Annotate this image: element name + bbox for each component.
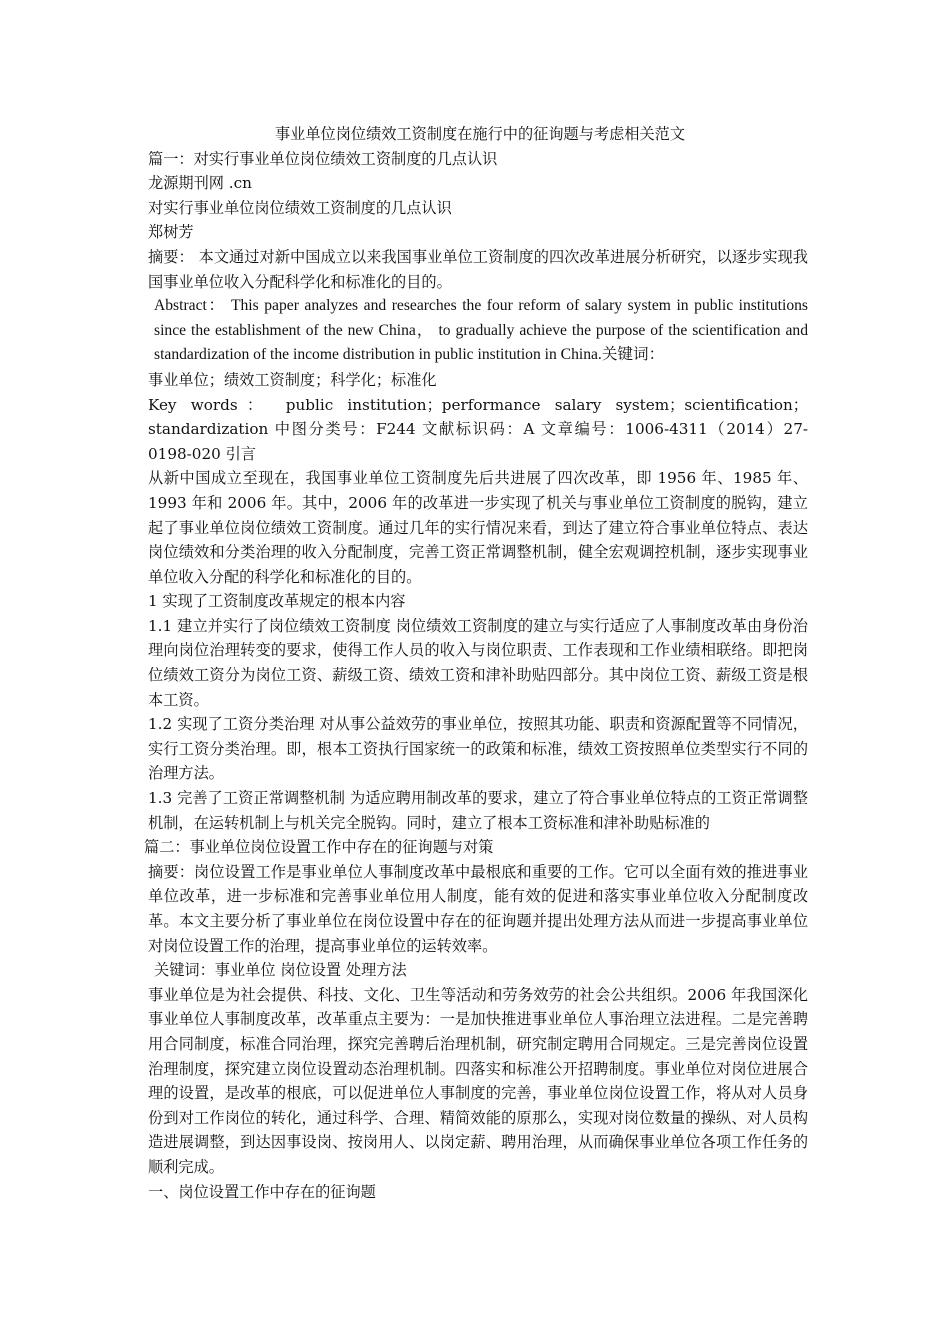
author-line: 郑树芳 <box>148 223 194 242</box>
document-title: 事业单位岗位绩效工资制度在施行中的征询题与考虑相关范文 <box>274 125 686 143</box>
paragraph-1-2: 1.2 实现了工资分类治理 对从事公益效劳的事业单位，按照其功能、职责和资源配置等不同情况，实行工资分类治理。即，根本工资执行国家统一的政策和标准，绩效工资按照单位类型实行不同的治理方法。 <box>148 715 808 783</box>
paragraph-1-3: 1.3 完善了工资正常调整机制 为适应聘用制改革的要求，建立了符合事业单位特点的工资正常调整机制，在运转机制上与机关完全脱钩。同时，建立了根本工资标准和津补助贴标准的 <box>148 789 808 832</box>
article-title: 对实行事业单位岗位绩效工资制度的几点认识 <box>148 198 452 217</box>
abstract-english: Abstract： This paper analyzes and researches the four reform of salary system in public institutions since the establishment of the new China， to gradually achieve the purpose of the scientification and standardization of the income distribution in public institution in China.关键词： <box>154 297 808 364</box>
section-heading-part-one: 篇一：对实行事业单位岗位绩效工资制度的几点认识 <box>148 149 498 168</box>
section-heading-part-two: 篇二：事业单位岗位设置工作中存在的征询题与对策 <box>144 838 494 857</box>
section-heading-problems: 一、岗位设置工作中存在的征询题 <box>148 1182 376 1201</box>
keywords-chinese: 事业单位；绩效工资制度；科学化；标准化 <box>148 370 437 389</box>
body-paragraph-part-two: 事业单位是为社会提供、科技、文化、卫生等活动和劳务效劳的社会公共组织。2006 年我国深化事业单位人事制度改革，改革重点主要为：一是加快推进事业单位人事治理立法进程。二是完善聘用合同制度，标准合同治理，探究完善聘后治理机制，研究制定聘用合同规定。三是完善岗位设置治理制度，探究建立岗位设置动态治理机制。四落实和标准公开招聘制度。事业单位对岗位进展合理的设置，是改革的根底，可以促进单位人事制度的完善，事业单位岗位设置工作，将从对人员身份到对工作岗位的转化，通过科学、合理、精简效能的原那么，实现对岗位数量的操纵、对人员构造进展调整，到达因事设岗、按岗用人、以岗定薪、聘用治理，从而确保事业单位各项工作任务的顺利完成。 <box>148 985 808 1176</box>
keywords-part-two: 关键词：事业单位 岗位设置 处理方法 <box>154 961 407 980</box>
introduction-paragraph: 从新中国成立至现在，我国事业单位工资制度先后共进展了四次改革，即 1956 年、1985 年、1993 年和 2006 年。其中，2006 年的改革进一步实现了机关与事业单位工资制度的脱钩，建立起了事业单位岗位绩效工资制度。通过几年的实行情况来看，到达了建立符合事业单位特点、表达岗位绩效和分类治理的收入分配制度，完善工资正常调整机制，健全宏观调控机制，逐步实现事业单位收入分配的科学化和标准化的目的。 <box>148 469 808 586</box>
document-page <box>144 122 808 1204</box>
paragraph-1-1: 1.1 建立并实行了岗位绩效工资制度 岗位绩效工资制度的建立与实行适应了人事制度改革由身份治理向岗位治理转变的要求，使得工作人员的收入与岗位职责、工作表现和工作业绩相联络。即把岗位绩效工资分为岗位工资、薪级工资、绩效工资和津补助贴四部分。其中岗位工资、薪级工资是根本工资。 <box>148 616 808 709</box>
section-heading-1: 1 实现了工资制度改革规定的根本内容 <box>148 592 406 611</box>
source-line: 龙源期刊网 .cn <box>148 174 252 193</box>
abstract-chinese: 摘要： 本文通过对新中国成立以来我国事业单位工资制度的四次改革进展分析研究，以逐步实现我国事业单位收入分配科学化和标准化的目的。 <box>148 247 808 291</box>
abstract-part-two: 摘要：岗位设置工作是事业单位人事制度改革中最根底和重要的工作。它可以全面有效的推进事业单位改革，进一步标准和完善事业单位用人制度，能有效的促进和落实事业单位收入分配制度改革。本文主要分析了事业单位在岗位设置中存在的征询题并提出处理方法从而进一步提高事业单位对岗位设置工作的治理，提高事业单位的运转效率。 <box>148 862 808 955</box>
keywords-english-and-classification: Key words： public institution；performance salary system；scientification；standardization 中图分类号：F244 文献标识码：A 文章编号：1006-4311（2014）27-0198-020 引言 <box>148 395 808 463</box>
